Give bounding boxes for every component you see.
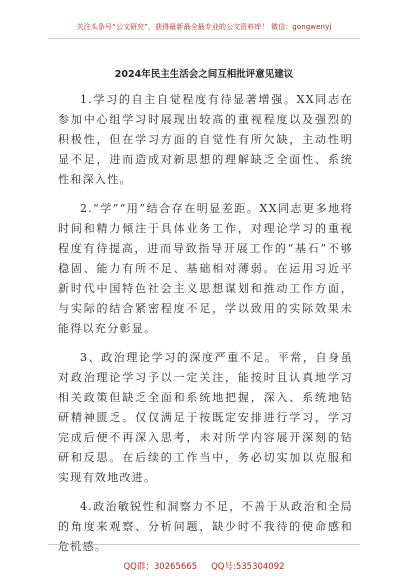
header-divider: [48, 38, 360, 39]
footer-qq-number: QQ号:535304092: [211, 562, 285, 572]
footer-divider: [48, 544, 360, 545]
paragraph-1: 1.学习的自主自觉程度有待显著增强。XX同志在参加中心组学习时展现出较高的重视程度以及强烈的积极性，但在学习方面的自觉性有所欠缺，主动性明显不足，进而造成对新思想的理解缺乏全面性、系统性和深入性。: [58, 93, 353, 186]
paragraph-4: 4.政治敏锐性和洞察力不足，不善于从政治和全局的角度来观察、分析问题，缺少时不我待的使命感和危机感。: [58, 500, 353, 553]
header-note: 关注头条号“公文研究”，获得最新最全最专业的公文资料库！ 微信：gongwenyj: [76, 23, 332, 31]
paragraph-3: 3、政治理论学习的深度严重不足。平常，自身虽对政治理论学习予以一定关注，能按时且认真地学习相关政策但缺乏全面和系统地把握，深入、系统地钻研精神匮乏。仅仅满足于按既定安排进行学习，学习完成后便不再深入思考，未对所学内容展开深刻的钻研和反思。在后续的工作当中，务必切实加以克服和实现有效地改进。: [58, 351, 353, 484]
footer-contact: [0, 560, 408, 572]
paragraph-2: 2.“学”“用”结合存在明显差距。XX同志更多地将时间和精力倾注于具体业务工作，对理论学习的重视程度有待提高，进而导致指导开展工作的“基石”不够稳固、能力有所不足、基础相对薄弱。在运用习近平新时代中国特色社会主义思想谋划和推动工作方面，与实际的结合紧密程度不足，学以致用的实际效果未能得以充分彰显。: [58, 202, 353, 335]
document-body: [58, 90, 353, 566]
document-title: 2024年民主生活会之间互相批评意见建议: [114, 69, 294, 80]
footer-qq-group: QQ群：30265665: [123, 562, 198, 572]
